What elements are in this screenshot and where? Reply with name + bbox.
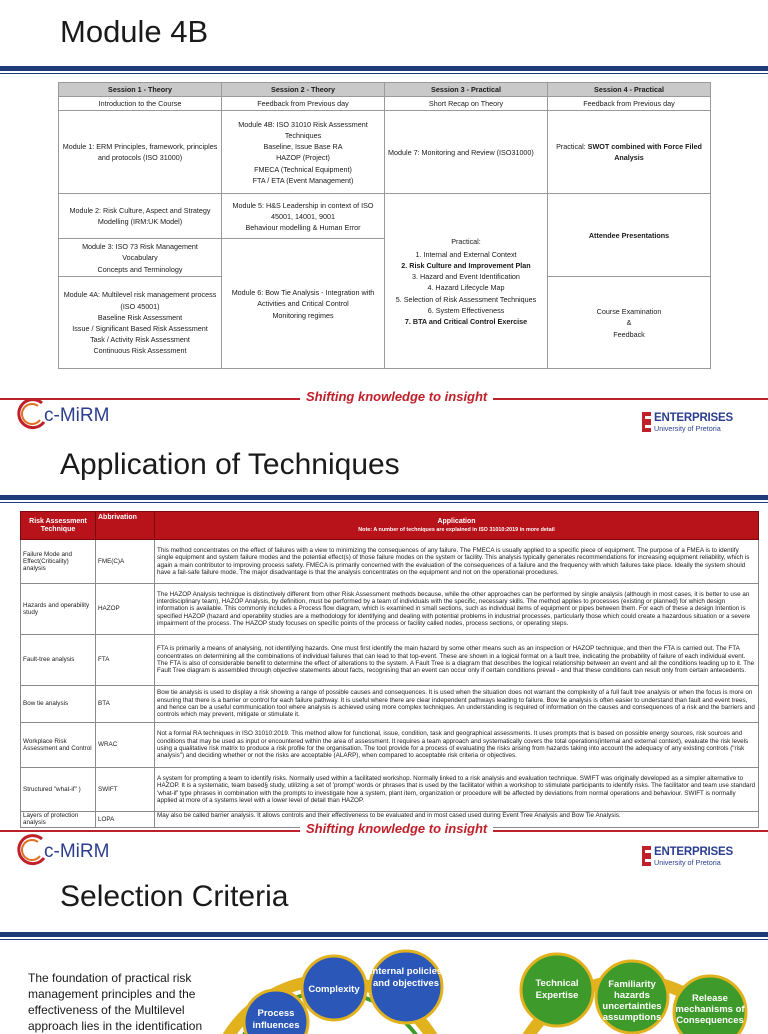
technique-name: Structured "what-if" ) [21,768,96,812]
footer-tagline: Shifting knowledge to insight [300,821,493,836]
technique-name: Bow tie analysis [21,686,96,723]
cell-line: Monitoring regimes [272,310,334,320]
cell-bold: SWOT combined with Force Filed Analysis [587,142,702,163]
slide-application-of-techniques [0,440,768,827]
table-row [21,768,759,812]
header-abbreviation: Abbrivation [96,512,155,540]
cmirm-swoosh-icon [14,834,48,868]
technique-application: Bow tie analysis is used to display a risk showing a range of possible causes and consequences. It is used when the situation does not warrant the complexity of a full fault tree analysis or when the focus is more on ensuring that there is a barrier or control for each failure pathway. It is useful where there are clear independent pathways leading to failure. Bow tie analysis is often easier to understand than fault and event trees, and hence can be a useful communication tool where analysis is achieved using more complex techniques. An understanding is required of information on the causes and consequences of a risk and the barriers and controls which may prevent, mitigate or stimulate it. [155,686,759,723]
footer-tagline: Shifting knowledge to insight [300,389,493,404]
cell-line: Task / Activity Risk Assessment [90,335,190,345]
technique-name: Hazards and operability study [21,584,96,635]
enterprises-logo-sub: University of Pretoria [654,858,721,867]
slide-selection-criteria [0,880,768,1033]
technique-application: May also be called barrier analysis. It allows controls and their effectiveness to be evaluated and in most cased used during Event Tree Analysis and Bow Tie Analysis. [155,812,759,828]
practical-cell [385,194,548,369]
schedule-table [58,82,711,369]
bubble-label: Technical Expertise [535,978,579,1001]
enterprises-mark-icon [642,412,652,432]
cell-line: Module 2: Risk Culture, Aspect and Strategy [69,206,211,216]
cell [222,194,385,239]
bubble-label: Internal policies and objectives [369,966,443,989]
schedule-header-row [59,83,711,97]
enterprises-mark-icon [642,846,652,866]
title-divider-thin [0,502,768,503]
enterprises-logo-main: ENTERPRISES [654,412,733,424]
cell-line: Module 6: Bow Tie Analysis - Integration with Activities and Critical Control [231,288,375,309]
bubble-label: Process influences [252,1008,300,1031]
cmirm-logo [14,834,144,870]
techniques-table [20,511,759,828]
cell [548,111,711,194]
selection-diagram [0,880,768,1031]
cell-line: & [626,318,632,328]
cell [59,277,222,369]
practical-item: 5. Selection of Risk Assessment Techniques [395,294,537,304]
slide-footer [0,386,768,442]
slide-title: Application of Techniques [60,448,400,481]
schedule-row [59,97,711,111]
cell: Short Recap on Theory [385,97,548,111]
header-session-3: Session 3 - Practical [385,83,548,97]
selection-body-text: The foundation of practical risk management principles and the effectiveness of the Multilevel approach lies in the identification [28,971,203,1033]
technique-abbr: FME(C)A [96,540,155,584]
technique-abbr: HAZOP [96,584,155,635]
cell: Feedback from Previous day [222,97,385,111]
technique-application: Not a formal RA techniques in ISO 31010:2019. This method allow for functional, issue, condition, task and geographical assessments. It uses prompts that is based on possible energy sources, risk sources and conditions that may be used as input or encountered within the area of assessment. It requires a team approach and systematically covers the total operations(internal and external context), evaluate the risk levels using a qualitative risk matrix to produce a risk profile for the organisation. The tool provide for a process of evaluating the risks arising from hazards taking into account the adequacy of any existing controls ("risk analysis") and deciding whether or not the risks are acceptable (ALARP), when compared to acceptable risk criteria or objectives. [155,723,759,768]
title-divider [0,66,768,71]
practical-item: 4. Hazard Lifecycle Map [427,283,505,293]
cell-line: FMECA (Technical Equipment) [254,164,352,174]
header-technique: Risk Assessment Technique [21,512,96,540]
cell-line: Module 4B: ISO 31010 Risk Assessment Techniques [238,119,368,140]
technique-name: Workplace Risk Assessment and Control [21,723,96,768]
title-divider [0,495,768,500]
header-session-1: Session 1 - Theory [59,83,222,97]
cell [222,111,385,194]
cell-line: Baseline, Issue Base RA [263,142,343,152]
slide-module-4b [0,0,768,386]
cell [59,194,222,239]
technique-name: Layers of protection analysis [21,812,96,828]
cell-line: Module 4A: Multilevel risk management process [63,290,217,300]
bubble-label: Release mechanisms of Consequences [675,993,745,1026]
slide-footer [0,820,768,876]
enterprises-logo [642,412,734,438]
practical-item: 7. BTA and Critical Control Exercise [404,317,528,327]
technique-abbr: LOPA [96,812,155,828]
table-row [21,635,759,686]
technique-abbr: FTA [96,635,155,686]
title-divider-thin [0,73,768,74]
slide-title: Selection Criteria [60,880,289,913]
table-row [21,686,759,723]
technique-application: A system for prompting a team to identify risks. Normally used within a facilitated workshop. Normally linked to a risk analysis and evaluation technique. SWIFT was originally developed as a simpler alternative to HAZOP. It is a systematic, team based§ study, utilizing a set of 'prompt' words or phrases that is used by the facilitator within a workshop to stimulate participants to identify risks. The facilitator and team use standard 'what-if' type phrases in combination with the prompts to investigate how a system, plant item, organization or procedure will be affected by deviations from normal operations and behaviour. SWIFT is normally applied at more of a systems level with a lower level of detail than HAZOP. [155,768,759,812]
cell-line: Vocabulary [122,253,158,263]
table-row [21,723,759,768]
schedule-row [59,194,711,239]
cell-line: Module 3: ISO 73 Risk Management [82,242,198,252]
technique-application: FTA is primarily a means of analysing, not identifying hazards. One must first identify the main hazard by some other means such as an inspection or HAZOP technique, and then the FTA is carried out. The FTA concentrates on determining all the combinations of individual failures that can lead to that top-event. These are shown in a logical format on a fault tree, indicating the probability of failure of each individual event. The FTA is also of considerable benefit to determine the effect of alterations to the system. A Fault Tree is a diagram that describes the logical relationship between an event and all the conditions leading up to it. The Fault Tree diagram is assembled through objective statements about facts, recognising that an event can occur only if certain conditions prevail - and that these conditions can result only from certain antecedents. [155,635,759,686]
cell [59,239,222,277]
cell-line: Modelling (IRM:UK Model) [97,217,183,227]
cell-line: Continuous Risk Assessment [93,346,187,356]
cell-line: Issue / Significant Based Risk Assessment [72,323,208,333]
practical-label: Practical: [451,236,481,246]
technique-abbr: BTA [96,686,155,723]
cmirm-logo-text: c-MiRM [44,405,110,426]
cell: Feedback from Previous day [548,97,711,111]
cmirm-swoosh-icon [14,398,48,432]
cell-line: Module 5: H&S Leadership in context of ISO 45001, 14001, 9001 [232,200,374,221]
enterprises-logo [642,846,734,872]
cell-line: FTA / ETA (Event Management) [252,175,354,185]
cell-line: Concepts and Terminology [97,264,183,274]
bubble-label: Complexity [308,984,360,995]
header-application [155,512,759,540]
schedule-row [59,111,711,194]
practical-item: 1. Internal and External Context [415,249,517,259]
cell: Module 7: Monitoring and Review (ISO31000) [385,111,548,194]
techniques-header-row [21,512,759,540]
cell-line: Behaviour modelling & Human Error [245,223,361,232]
technique-name: Fault-tree analysis [21,635,96,686]
cell [548,277,711,369]
cell-line: Feedback [613,329,645,339]
cell: Module 1: ERM Principles, framework, principles and protocols (ISO 31000) [59,111,222,194]
header-application-label: Application [437,517,476,525]
table-row [21,540,759,584]
cell [222,239,385,369]
technique-application: The HAZOP Analysis technique is distinctively different from other Risk Assessment methods because, while the other approaches can be performed by single analysis (although in most cases, it is better to use an interdisciplinary team), HAZOP Analysis, by definition, must be performed by a team of individuals with the specific, necessary skills. The method applies to processes (existing or planned) for which design information is available. This commonly includes a Process flow diagram, which is examined in small sections, such as individual items of equipment or pipes between them. For each of these a design Intention is specified HAZOP (hazard and operability studies are a methodology for identifying and dealing with potential problems in industrial processes, particularly those which could create a hazardous situation or a severe impairment of the process. The HAZOP study focuses on specific points of the process or facility called nodes, process sections, or operating steps. [155,584,759,635]
header-session-4: Session 4 - Practical [548,83,711,97]
cell-line: Baseline Risk Assessment [97,312,183,322]
technique-abbr: WRAC [96,723,155,768]
cell: Introduction to the Course [59,97,222,111]
cmirm-logo-text: c-MiRM [44,841,110,862]
cell-line: HAZOP (Project) [276,153,330,163]
technique-abbr: SWIFT [96,768,155,812]
slide-title: Module 4B [60,14,209,49]
attendee-cell: Attendee Presentations [548,194,711,277]
practical-item: 6. System Effectiveness [427,305,505,315]
cell-prefix: Practical: [556,142,588,152]
cell-line: (ISO 45001) [120,301,160,311]
table-row [21,584,759,635]
technique-application: This method concentrates on the effect of failures with a view to minimizing the consequences of any failure. The FMECA is usually applied to a specific piece of equipment. The purpose of a FMEA is to identify single equipment and system failure modes and the potential effect(s) of those failure modes on the system or facility. This analysis typically generates recommendations for increasing equipment reliability, which is again a main contributor to improving process safety. FMECA is primarily concerned with the evaluation of the consequences of a failure and the frequency with which failures take place. Ideally the system should have a fail-safe failure mode. The major disadvantage is that the analysis concentrates on the equipment and not on the operational procedures. [155,540,759,584]
practical-item: 2. Risk Culture and Improvement Plan [401,261,531,270]
header-application-note: Note: A number of techniques are explained in ISO 31010:2019 in more detail [358,526,555,533]
cell-line: Course Examination [596,307,662,317]
practical-item: 3. Hazard and Event Identification [412,272,520,282]
header-session-2: Session 2 - Theory [222,83,385,97]
enterprises-logo-sub: University of Pretoria [654,424,721,433]
cmirm-logo [14,398,144,434]
technique-name: Failure Mode and Effect(Criticality) analysis [21,540,96,584]
bubble-label: Familiarity hazards uncertainties assumptions [602,979,662,1023]
enterprises-logo-main: ENTERPRISES [654,846,733,858]
